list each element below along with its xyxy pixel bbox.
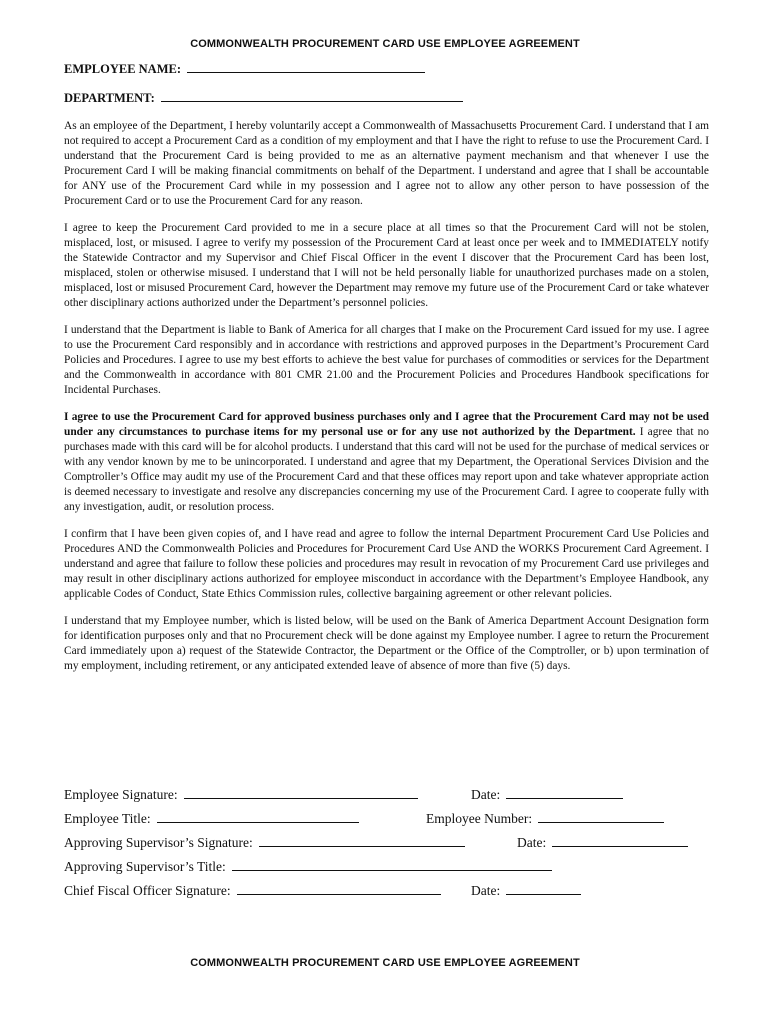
- supervisor-title-label: Approving Supervisor’s Title:: [64, 859, 226, 874]
- employee-number-label: Employee Number:: [426, 811, 533, 826]
- department-label: DEPARTMENT:: [64, 91, 155, 105]
- employee-signature-label: Employee Signature:: [64, 787, 178, 802]
- employee-title-label: Employee Title:: [64, 811, 151, 826]
- supervisor-date-field: [517, 833, 688, 851]
- cfo-date-label: Date:: [471, 883, 501, 898]
- employee-name-input-line[interactable]: [187, 60, 425, 73]
- employee-date-field: [471, 785, 623, 803]
- employee-name-field: [64, 60, 425, 77]
- employee-number-field: [426, 809, 664, 827]
- supervisor-signature-label: Approving Supervisor’s Signature:: [64, 835, 253, 850]
- cfo-signature-label: Chief Fiscal Officer Signature:: [64, 883, 231, 898]
- supervisor-signature-field: [64, 833, 465, 851]
- paragraph-employee-number: I understand that my Employee number, which is listed below, will be used on the Bank of America Department Account Designation form for identification purposes only and that no Procurement check will be done against my Employee number. I agree to return the Procurement Card immediately upon a) request of the Statewide Contractor, the Department or the Office of the Comptroller, or b) upon termination of my employment, including retirement, or any anticipated extended leave of absence of more than five (5) days.: [64, 615, 709, 672]
- employee-date-line[interactable]: [506, 785, 623, 799]
- cfo-date-line[interactable]: [506, 881, 581, 895]
- paragraph-policies: I confirm that I have been given copies of, and I have read and agree to follow the internal Department Procurement Card Use Policies and Procedures AND the Commonwealth Policies and Procedures for Procurement Card Use AND the WORKS Procurement Card Agreement. I understand and agree that failure to follow these policies and procedures may result in revocation of my Procurement Card use privileges and may result in other disciplinary actions authorized for employee misconduct in accordance with the Department’s Employee Handbook, any applicable Codes of Conduct, State Ethics Commission rules, collective bargaining agreement or other relevant policies.: [64, 528, 709, 600]
- supervisor-date-line[interactable]: [552, 833, 688, 847]
- employee-signature-line[interactable]: [184, 785, 418, 799]
- cfo-signature-line[interactable]: [237, 881, 441, 895]
- department-field: [64, 89, 463, 106]
- approved-use-details: I agree that no purchases made with this card will be for alcohol products. I understand that this card will not be used for the purchase of medical services or with any vendor known by me to be unincorporated. I understand and agree that my Department, the Operational Services Division and the Comptroller’s Office may audit my use of the Procurement Card and that these offices may report upon and take whatever appropriate action is deemed necessary to investigate and resolve any discrepancies concerning my use of the Procurement Card. I agree to cooperate fully with any investigation, audit, or resolution process.: [64, 426, 709, 513]
- agreement-body: [64, 119, 709, 686]
- cfo-signature-field: [64, 881, 441, 899]
- supervisor-date-label: Date:: [517, 835, 547, 850]
- paragraph-liability: I understand that the Department is liable to Bank of America for all charges that I make on the Procurement Card issued for my use. I agree to use the Procurement Card responsibly and in accordance with restrictions and approved purposes in the Department’s Procurement Card Policies and Procedures. I agree to use my best efforts to achieve the best value for purchases of commodities or services for the Department and the Commonwealth in accordance with 801 CMR 21.00 and the Procurement Policies and Procedures Handbook specifications for Incidental Purchases.: [64, 324, 709, 396]
- department-input-line[interactable]: [161, 89, 463, 102]
- page-title: COMMONWEALTH PROCUREMENT CARD USE EMPLOYEE AGREEMENT: [190, 38, 580, 50]
- cfo-date-field: [471, 881, 581, 899]
- supervisor-title-field: [64, 857, 552, 875]
- footer-title: COMMONWEALTH PROCUREMENT CARD USE EMPLOYEE AGREEMENT: [190, 957, 580, 969]
- approved-use-emphasis: I agree to use the Procurement Card for approved business purchases only and I agree that the Procurement Card may not be used under any circumstances to purchase items for my personal use or for any use not authorized by the Department.: [64, 411, 709, 438]
- employee-date-label: Date:: [471, 787, 501, 802]
- paragraph-security: I agree to keep the Procurement Card provided to me in a secure place at all times so that the Procurement Card will not be stolen, misplaced, lost, or misused. I agree to verify my possession of the Procurement Card at least once per week and to IMMEDIATELY notify the Statewide Contractor and my Supervisor and Chief Fiscal Officer in the event I discover that the Procurement Card has been lost, misplaced, stolen or otherwise misused. I understand that I will not be held personally liable for unauthorized purchases made on a stolen, misplaced, lost or misused Procurement Card, however the Department may remove my future use of the Procurement Card or take whatever other disciplinary actions authorized under the Department’s personnel policies.: [64, 222, 709, 309]
- employee-title-line[interactable]: [157, 809, 359, 823]
- employee-name-label: EMPLOYEE NAME:: [64, 62, 182, 76]
- supervisor-signature-line[interactable]: [259, 833, 465, 847]
- signature-block: [64, 785, 709, 915]
- employee-title-field: [64, 809, 359, 827]
- employee-signature-field: [64, 785, 418, 803]
- paragraph-approved-use: [64, 410, 709, 515]
- employee-number-line[interactable]: [538, 809, 664, 823]
- paragraph-acceptance: As an employee of the Department, I hereby voluntarily accept a Commonwealth of Massachusetts Procurement Card. I understand that I am not required to accept a Procurement Card as a condition of my employment and that I have the right to refuse to use the Procurement Card. I understand that the Procurement Card is being provided to me as an alternative payment mechanism and that whenever I use the Procurement Card I will be making financial commitments on behalf of the Department. I understand and agree that I shall be accountable for ANY use of the Procurement Card while in my possession and I agree not to allow any other person to have possession of the Procurement Card or to use the Procurement Card for any reason.: [64, 120, 709, 207]
- supervisor-title-line[interactable]: [232, 857, 552, 871]
